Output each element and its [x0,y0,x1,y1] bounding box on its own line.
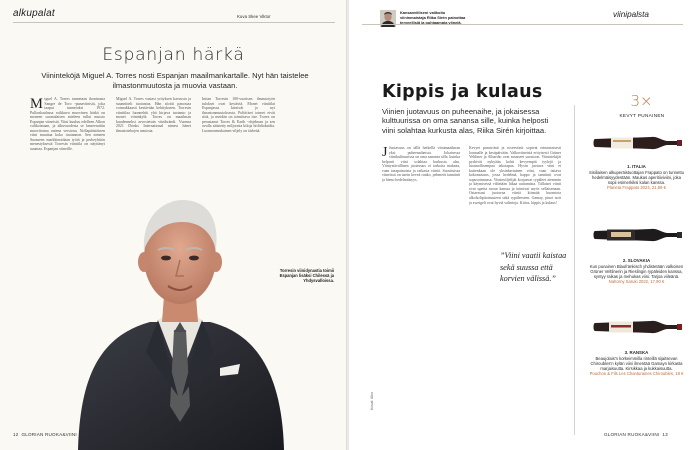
photo-credit: Kuva Skee Viktor [237,14,271,19]
page-footer [13,433,77,438]
header-rule [13,22,335,23]
wine-bottle-image [593,218,683,252]
page-footer [604,433,668,438]
right-page [349,0,696,450]
sidebar-divider [574,105,575,435]
drop-cap: M [30,97,43,112]
wine-rank: 3. RANSKA [624,350,649,355]
page-number: 13 [662,432,668,437]
section-heading: viinipalsta [613,10,649,19]
wine-rank: 2. SLOVAKIA [622,258,651,263]
wine-category-label: KEVYT PUNAINEN [619,113,665,118]
magazine-name: GLORIAN RUOKA&VIINI [21,432,77,437]
wine-description: Beaujolais'n korkeimmilla rinteillä sijaitsevan Chiroubles'n kylän viini ilmentää Gamayn kirkasta marjaisuutta. Kirsikkaa ja kukkaisuutta. [590,355,683,372]
wine-pick-2 [589,258,684,284]
body-text: Juotavuus on tällä hetkellä viinimaailman yksi puheenaiheista. Jokaisessa viinikulttuurissa on oma sanansa sille, kuinka helposti viini solahtaa kurkusta alas. Viiniystävällinen juotavuus ei tarkoita makeaa, vaan tasapainoista ja raikasta viiniä. Suosituissa viineissä on usein keveä runko, pehmeät tanniinit ja hieno hedelmäisyys. [382,146,460,182]
body-column-2 [469,146,561,438]
body-text: iguel A. Torres tunnetaan ikoninasta Sangre de Toro -punaviinistä, joka taapui tunnetoksi 1972. Pullonkaulassa roikkuva muovinen härkä on moneen suomalaisen mieleen tullut muisto Espanjan viineistä. Viini kuuluu edelleen Alkon valikoimaan, ja alkuvuodesta se lanseerattiin muovitonna uutena versiona. Nollapäästöinen viini muuttaa koko tuotannon. Sen nimeen Suomeen markkinoidaan työtä ja perheyhtiön menestyksestä Torresin viinitila on näyttänyt suuntaa. Espanjan viineille. [30,97,105,152]
wine-pick-1 [589,164,684,190]
pull-quote: ”Viini vaatii kaistaa sekä suussa että korvien välissä.” [500,251,567,284]
wine-price: Pouchon & Fils Les Chanturaines Chiroubles, 18 € [589,371,684,377]
body-text: Intian Torresin 100-vuotisen ilmastotyön tulokset ovat kestäviä. Monet viinitilat Espanjassa kärsivät jo nyt ilmastonmuutoksesta. Poliittiset toimet eivät riitä, ja meidän on toimittava itse. Torres on perustanut Torres & Earth -ohjelman ja sen avulla säästetty miljoonia kiloja hiilidioksidia. Luonnonmukainen viljely on tärkeää. [202,97,275,133]
magazine-name: GLORIAN RUOKA&VIINI [604,432,660,437]
wine-price: Planeta Frappato 2024, 21,89 € [607,185,666,191]
article-title: Kippis ja kulaus [382,82,543,102]
left-page [0,0,347,450]
photo-caption: Torresin viinidynastia toimii Espanjan lisäksi Chilessä ja Yhdysvalloissa. [279,268,334,283]
body-text: Kevyet punaviinit ja roseeviinit sopivat erinomaisesti lounaalle ja kesäpäivään. Valkoviineistä erityisesti Grüner Veltliner ja Albariño ovat nousseet suosioon. Viinintekijät pyrkivät nykyään kohti kevyempiä tyylejä ja luonnollisempaa tekotapaa. Hyvin juotava viini ei kuitenkaan ole yksinkertainen viini, vaan taitava kokonaisuus, jossa hedelmä, happo ja tanniinit ovat sopusoinnussa. Viininviljelijät korjaavat rypäleet aiemmin ja käymisessä vältetään liikaa uuttamista. Tällaiset viinit ovat upeita ruoan kanssa ja toimivat myös sellaisenaan. Ostaessasi juotavaa viiniä kiinnitä huomiota alkoholipitoisuuteen sekä rypäleeseen. Gamay, pinot noir ja zweigelt ovat hyviä valintoja. Kiitos, kippis ja kulaus! [469,146,561,205]
page-number: 12 [13,432,19,437]
header-rule [362,24,683,25]
wine-description: Sisiliaisen alkuperäistuottajan Frappato on tunnettu hedelmäisyydestään. Maukas aperitiiviviini, joka sopii esimerkiksi kalan kanssa. [589,169,684,186]
article-title: Espanjan härkä [102,45,245,65]
wine-count: 3× [630,92,653,110]
section-heading: alkupalat [13,8,55,19]
body-column-1 [382,146,460,438]
article-lead: Viinien juotavuus on puheenaihe, ja jokaisessa kulttuurissa on oma sanansa sille, kuinka helposti viini solahtaa kurkusta alas, Riika Sirén kirjoittaa. [382,107,549,135]
wine-bottle-image [593,126,683,160]
portrait-photo [70,146,290,450]
drop-cap: J [382,146,388,160]
article-lead: Viininteköjä Miguel A. Torres nosti Espanjan maailmankartalle. Nyt hän taistelee ilmastonmuutosta ja muovia vastaan. [41,71,309,90]
author-byline: Kansanviiliseni valikoitu viininmaistaja Riika Sirén painottaa terveellisiä ja puhtaampia viinejä. [400,10,466,25]
photo-credit: Kuvat: Alko [370,392,374,410]
wine-rank: 1. ITALIA [627,164,646,169]
wine-bottle-image [593,310,683,344]
wine-price: Nahorny Saruki 2022, 17,90 € [608,279,665,285]
wine-pick-3 [589,350,684,376]
body-text: Miguel A. Torres vastasi yrityksen kasvusta ja suunnitteli tuotantoa. Hän aloitti panostaa voimakkaasti kestävään kehitykseen. Torresin viinitilaa luonnehtii yhä kirjava tuotanto ja monet viininkylä. Torres on maailman kuudenneksi arvostetuin viinibrändi. Vuonna 2021 Drinks International nimesi hänet ilmastotekojen ansiosta. [116,97,191,133]
wine-description: Kun punainen Blaufränkisch yhdistetään valkoisen Grüner Veltlinerin ja Rieslingin rypäleiden kanssa, syntyy raikas ja mehukas viini. Tarjoa viileänä. [589,263,684,280]
